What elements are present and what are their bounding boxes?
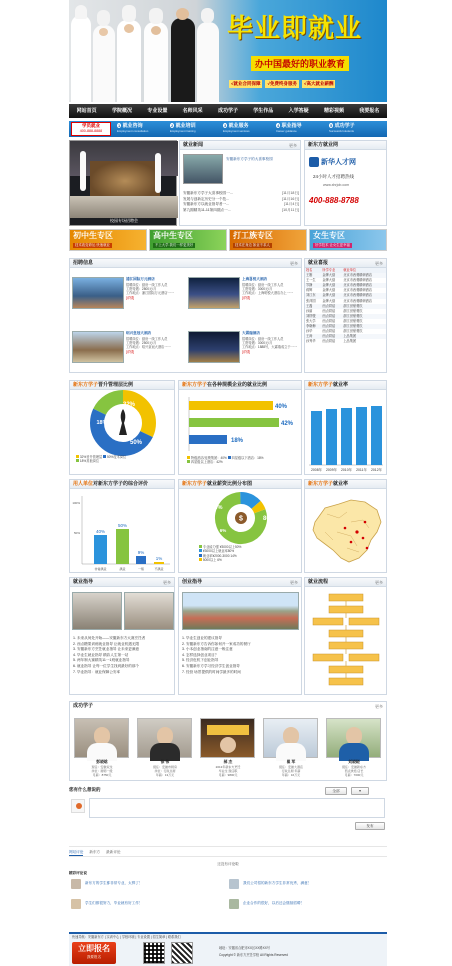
guide-photo[interactable] [124,592,174,630]
zone-worker-sub: 技术在身边 如业不求人 [235,243,270,247]
step-services[interactable] [221,122,273,136]
honor-more-link[interactable]: 更多 [375,261,383,266]
nav-about[interactable]: 学院概况 [111,108,132,114]
step-number: 3 [224,123,227,128]
alumni-desc: 现任：安徽市厨房 岗位：行政总厨 年薪：13万元 [152,765,177,777]
svg-text:100%: 100% [72,501,80,505]
table-cell: 北京市西餐精研酒店 [343,278,373,283]
nav-apply[interactable]: 我要报名 [359,108,380,114]
news-item[interactable]: [11月18日] 安徽新东方学子大喜事校园一... [183,191,299,195]
recruit-photo[interactable] [188,277,240,309]
svg-text:非常满意: 非常满意 [94,567,107,571]
pie2-title: 就业薪资比例分布图 [207,481,253,487]
zone-girls-sub: 好学技术 让女生更幸福 [315,243,350,247]
discuss-avatar [71,899,81,909]
discuss-item[interactable]: 我们公司招的新东方学生非常优秀，满意！ [243,881,312,885]
pie2-legend-1: 专业能力强 ¥3000以上50% [199,545,301,549]
alumni-desc: 现任：安徽双龙 岗位：厨师一级 月薪：8750元 [91,765,113,777]
zone-girls[interactable] [309,229,387,251]
flow-diagram [309,592,384,692]
zone-senior-sub: 不上大学 我们一样更美好 [155,243,194,247]
table-cell: 西点烘焙 [322,308,336,313]
table-cell: 蒋辉 [306,288,313,293]
career-item[interactable]: 7. 经营 场景提供的时间学最多的时间 [182,669,241,674]
pie2-panel [178,479,302,573]
pie1-title: 晋升管理层比例 [98,382,134,388]
table-cell: 金牌大厨 [321,283,342,288]
recruit-line: 工资待遇：2500元/月 [126,341,157,345]
step-number: 5 [330,123,333,128]
step-sub: Successful students [329,129,354,133]
table-cell: 北京市西餐精研酒店 [342,293,386,298]
guide-item[interactable]: 7. 毕业指导：就业保障公安率 [73,669,121,674]
guide-item[interactable]: 6. 就业指导 让每一位学生找到最好的那个 [73,663,140,668]
step-sub: Career guidance [276,129,297,133]
comment-submit-button[interactable]: 发布 [355,822,385,830]
honor-table [305,268,386,344]
step-label: 成功学子 [334,123,355,129]
steps-strip [69,121,387,137]
recruit-name[interactable]: 大霖瑞酒店 [242,331,260,335]
alumni-name: 郝 杰 [223,760,233,764]
banner-title: 毕业即就业 [227,13,363,43]
step-label: 就业培训 [175,123,196,129]
step-label: 就业服务 [228,123,249,129]
alumni-photo[interactable] [200,718,255,758]
table-cell: 孙秀华 [306,339,316,344]
table-cell: 浙江世豪餐饮 [342,304,386,309]
svg-text:18%: 18% [230,438,244,444]
bar3-chart [74,492,172,572]
recruit-name[interactable]: 浦江国际万元酒店 [126,277,155,281]
step-label: 就业咨询 [122,123,143,129]
zone-worker-title: 打工族专区 [233,231,273,240]
career-more-link[interactable]: 更多 [290,580,298,585]
table-cell: 金牌大厨 [321,293,342,298]
tab-school[interactable]: 新东方 [89,850,101,854]
recruit-detail-link[interactable]: [详情] [242,349,251,354]
guide-item[interactable]: 3. 安徽新东方烹饪就业指导 让未来更满意 [73,647,140,652]
user-avatar [71,799,85,813]
svg-text:2008年: 2008年 [311,468,322,472]
zone-junior[interactable] [69,229,147,251]
table-cell: 李晓梅 [305,324,321,329]
recruit-name[interactable]: 上海喜悦大酒店 [242,277,268,281]
alumni-photo[interactable] [326,718,381,758]
table-cell: 金牌大厨 [322,288,336,293]
table-cell: 北京市西餐精研酒店 [343,288,373,293]
nav-works[interactable]: 学生作品 [253,108,274,114]
recruit-line: 工资待遇：3000元/月 [242,287,273,291]
discuss-section-title: 精彩评论说 [69,871,87,875]
alumni-name: 徐 伟 [160,760,170,764]
zone-girls-title: 女生专区 [313,231,345,240]
news-panel [179,140,301,226]
zone-worker[interactable] [229,229,307,251]
svg-text:50%: 50% [129,440,143,446]
table-cell: 上品集团 [343,339,357,344]
news-more-link[interactable]: 更多 [289,143,297,148]
pie2-chart [201,492,281,544]
comment-section [69,786,387,834]
career-photo[interactable] [182,592,299,630]
discuss-item[interactable]: 企业合作的很好，以后还会继续招聘！ [243,901,305,905]
bar2-title: 就业率 [333,382,349,388]
table-cell: 北京市西餐精研酒店 [343,298,373,303]
news-title: 就业新闻 [183,142,204,148]
nav-videos[interactable]: 精彩视频 [323,108,344,114]
nav-alumni[interactable]: 成功学子 [217,108,238,114]
news-item[interactable]: [11月4日] 安徽新东方以就业指导者一... [183,202,299,207]
discuss-avatar [71,879,81,889]
recruit-name[interactable]: 绍兴皇冠大酒店 [126,331,152,335]
recruit-detail-link[interactable]: [详情] [126,295,135,300]
bar1-title: 在各种规模企业的就业比例 [207,382,268,388]
tab-site-comments[interactable]: 网站评论 [69,850,84,854]
bar1-legend-2: 四星级以上酒店：42% [187,460,299,464]
recruit-line: 工作地点：浦江国际万元酒店一一 [126,291,174,296]
nav-faq[interactable]: 入学答疑 [288,108,309,114]
map-title: 就业率 [333,481,349,487]
steps-badge-label: 学员就业 [82,123,100,128]
comment-title: 您有什么想说的 [69,787,101,792]
footer [69,932,387,966]
svg-text:$: $ [239,515,243,523]
career-item[interactable]: 3. 小本创业指南的注意一般注意 [182,647,233,652]
apply-sub: 我要报名 [86,955,102,959]
bar3-brand: 用人单位 [73,481,94,487]
alumni-desc: 现任：安徽新东方 西点烘焙 店长 月薪：7000元 [341,765,366,777]
guide-item[interactable]: 2. 西点糖果训练就业指导 让就业机遇无限 [73,641,140,646]
comment-all-button[interactable]: 全部 [325,787,347,795]
apply-label: 立即报名 [78,944,110,953]
bar1-brand: 新东方学子 [182,382,208,388]
banner-check-3: √高大就业薪酬 [303,81,334,86]
feature-caption: 校园专场招聘会 [110,218,138,223]
flow-title: 就业流程 [308,579,329,585]
news-item[interactable]: [10月11日] 第九期精英11-11第四期点一... [183,207,299,212]
recruit-detail-link[interactable]: [详情] [126,349,135,354]
career-panel [178,577,302,695]
discussion-section [69,846,387,926]
step-training[interactable] [168,122,220,136]
table-cell: 王刚 [305,273,321,278]
table-cell: 浙江世豪餐饮 [342,324,386,329]
recruit-photo[interactable] [72,331,124,363]
alumni-more-link[interactable]: 更多 [375,704,383,709]
recruit-line: 工资待遇：3000元/月 [242,341,273,345]
svg-text:满意: 满意 [119,567,126,571]
flow-panel [304,577,387,695]
discuss-avatar [229,879,239,889]
recruit-line: 招聘岗位：厨房一线工作人员 [242,336,284,341]
tab-latest[interactable]: 最新评论 [106,850,121,854]
pie1-legend-1: 32%晋升管理层 50%技术岗位 [76,455,172,459]
alumni-name: 彭晓晗 [96,760,108,764]
table-header: 姓名 所学专业 就业单位 [305,268,386,273]
bar2-chart [307,393,385,473]
svg-text:2012年: 2012年 [371,468,382,472]
jobnet-panel [304,140,387,226]
pie2-brand: 新东方学子 [182,481,208,487]
main-nav [69,104,387,118]
zone-senior-title: 高中生专区 [153,231,193,240]
table-cell: 孙华 [306,329,313,334]
banner-check-1: √就业合同保障 [231,81,261,86]
recruit-line: 招聘岗位：厨房一线工作人员 [126,336,168,341]
recruit-line: 工作地点：绍兴皇冠大酒店一一 [126,345,171,350]
recruit-line: 工作地点：1888号，大霖瑞成立于一一 [242,345,297,350]
svg-text:14%: 14% [211,505,223,511]
alumni-photo[interactable] [74,718,129,758]
guide-panel [69,577,175,695]
apply-button[interactable] [72,942,116,964]
news-thumb[interactable] [183,154,223,184]
step-sub: Employment consultation [117,129,149,133]
comment-share-button[interactable]: ▾ [351,787,369,795]
bar3-title: 对新东方学子的综合评价 [93,481,149,487]
zone-junior-title: 初中生专区 [73,231,113,240]
alumni-desc: 现任：安徽大酒店 行政总厨 年薪 年薪：16万元 [278,765,303,777]
alumni-name: 刘晓晓 [348,760,360,764]
table-row [305,339,386,344]
alumni-title: 成功学子 [73,703,94,709]
pie2-legend-2: ¥3000以上就业率80% [199,549,301,553]
svg-text:1%: 1% [155,556,163,561]
qr-code [143,942,165,964]
honor-panel [304,258,387,373]
svg-text:40%: 40% [274,404,288,410]
step-number: 2 [171,123,174,128]
footer-links[interactable]: 快速导航：安徽新东方 | 实训中心 | 学校环境 | 专业设置 | 招生简章 | 联系我们 [72,935,181,939]
recruit-more-link[interactable]: 更多 [290,261,298,266]
china-map [307,492,385,572]
chef-photo [69,0,219,102]
banner-subtitle: 办中国最好的职业教育 [251,56,349,71]
pie1-legend-2: 18%其他岗位 [76,459,172,463]
career-item[interactable]: 6. 安徽新东方学习经济学生创业指导 [182,663,240,668]
honor-title: 就业喜报 [308,260,329,266]
discuss-item[interactable]: 新东方的学生都非常专业，太棒了！ [85,881,143,885]
table-cell: 张大学 [306,318,316,323]
recruit-line: 工作地点：上海明悦大酒店办上一一 [242,291,293,296]
step-number: 4 [277,123,280,128]
pie2-legend-4: 5000以上 6% [199,558,301,562]
svg-text:一般: 一般 [137,567,145,571]
table-cell: 西点烘焙 [321,304,342,309]
guide-photo[interactable] [72,592,122,630]
steps-badge [71,122,111,136]
discuss-item[interactable]: 学生们都很努力，毕业就有好工作！ [85,901,143,905]
svg-text:80%: 80% [262,516,276,522]
recruit-photo[interactable] [72,277,124,309]
svg-text:32%: 32% [122,402,136,408]
zone-junior-sub: 技术改变命运 快速就业 [75,243,110,247]
alumni-photo[interactable] [137,718,192,758]
jobnet-slogan: 24小时人才招聘热线 [313,174,355,179]
career-item[interactable]: 2. 安徽新东方告诉你如何开一家成功的餐厅 [182,641,251,646]
bar1-chart [185,395,297,453]
step-guidance[interactable] [274,122,326,136]
flow-more-link[interactable]: 更多 [375,580,383,585]
news-headline[interactable]: 安徽新东方学子的大喜事校园 [226,157,273,161]
svg-text:50%: 50% [117,523,128,528]
nav-teachers[interactable]: 名师风采 [182,108,203,114]
qr-code [171,942,193,964]
guide-item[interactable]: 4. 毕业生就业指导 精彩人生第一站 [73,652,129,657]
discuss-avatar [229,899,239,909]
svg-text:9%: 9% [137,550,145,555]
bar1-legend-1: 特级酒店/连锁集团：40% 四星级以下酒店：18% [187,456,299,460]
table-cell: 西点烘焙 [321,314,342,319]
recruit-detail-link[interactable]: [详情] [242,295,251,300]
career-title: 创业指导 [182,579,203,585]
table-cell: 浙江世豪餐饮 [342,314,386,319]
banner-checks [229,80,387,88]
table-cell: 张萍国 [306,298,316,303]
pie2-legend-3: 就业率¥2000-3000 14% [199,554,301,558]
banner-check-2: √免费终身服务 [267,81,297,86]
table-cell: 金牌大厨 [322,278,336,283]
table-cell: 浙江世豪餐饮 [343,329,363,334]
alumni-photo[interactable] [263,718,318,758]
guide-item[interactable]: 5. 两年制大赛精英11一1班就业指导 [73,658,130,663]
jobnet-url[interactable]: www.xhrjob.com [323,183,350,187]
recruit-title: 招聘信息 [73,260,94,266]
svg-text:42%: 42% [280,421,294,427]
table-cell: 刘铁骏 [305,314,321,319]
table-cell: 西点烘焙 [322,318,336,323]
recruit-photo[interactable] [188,331,240,363]
recruit-line: 工资待遇：2800元/月 [126,287,157,291]
career-item[interactable]: 5. 经济危机下创业指导 [182,658,219,663]
bar1-panel [178,380,302,475]
banner [69,0,387,102]
alumni-desc: 2013年新东方烹饪 毕业生 现任职 月薪：9800元 [215,765,241,777]
bar2-brand: 新东方学子 [308,382,334,388]
guide-item[interactable]: 1. 未来从何处开始——安徽新东方大赛烹饪者 [73,636,146,640]
table-cell: 金牌大厨 [321,273,342,278]
recruit-panel [69,258,302,373]
step-label: 职业指导 [281,123,302,129]
svg-text:2010年: 2010年 [341,468,352,472]
svg-text:50%: 50% [73,531,80,535]
zone-senior[interactable] [149,229,227,251]
svg-text:6%: 6% [219,528,227,533]
discuss-empty-note: 还没有评论啦 [217,862,239,866]
table-cell: 北京市西餐精研酒店 [342,283,386,288]
table-cell: 西点烘焙 [322,329,336,334]
steps-badge-phone: 400-888-8888 [79,129,103,133]
jobnet-title: 新东方就业网 [308,142,339,148]
guide-more-link[interactable]: 更多 [163,580,171,585]
table-cell: 北京市西餐精研酒店 [342,273,386,278]
guide-title: 就业指导 [73,579,94,585]
table-cell: 王磊 [305,304,321,309]
alumni-name: 崔 军 [286,760,296,764]
table-cell: 西点烘焙 [322,339,336,344]
table-cell: 刘江东 [305,293,321,298]
table-cell: 上品集团 [342,334,386,339]
table-cell: 王涛 [305,334,321,339]
footer-copyright: Copyright © 新东方烹饪学校 All Rights Reserved [219,953,288,957]
nav-home[interactable]: 网站首页 [76,108,97,114]
bar3-panel [69,479,175,573]
step-number: 1 [118,123,121,128]
recruit-line: 招聘岗位：厨房一线工作人员 [242,282,284,287]
bar2-panel [304,380,387,475]
career-item[interactable]: 1. 毕业生创业的建议指导 [182,636,222,640]
pie1-chart [78,394,168,452]
table-cell: 金牌大厨 [322,298,336,303]
table-cell: 岑静 [305,283,321,288]
recruit-line: 招聘岗位：厨房一线工作人员 [126,282,168,287]
alumni-panel [69,701,387,781]
table-cell: 王一生 [306,278,316,283]
news-item[interactable]: [11月16日] 发展与创新定历史分一个技... [183,196,299,201]
step-sub: Employment training [170,129,196,133]
footer-address: 地址：安徽省合肥市XX区XX路XX号 [219,946,271,950]
step-consult[interactable] [115,122,167,136]
step-sub: Employment services [223,129,250,133]
jobnet-logo-icon [309,157,319,167]
feature-photo[interactable] [69,140,177,226]
step-success[interactable] [327,122,385,136]
map-panel [304,479,387,573]
table-cell: 浙江世豪餐饮 [343,308,363,313]
svg-text:不满意: 不满意 [154,567,164,571]
svg-text:40%: 40% [95,529,106,534]
table-cell: 孙丽 [306,308,313,313]
jobnet-brand: 新华人才网 [321,159,356,166]
comment-input[interactable] [89,798,385,818]
zones-row [69,229,387,251]
nav-majors[interactable]: 专业设置 [147,108,168,114]
pie1-brand: 新东方学子 [73,382,99,388]
svg-text:18%: 18% [96,420,108,426]
pie1-panel [69,380,175,475]
svg-text:2009年: 2009年 [326,468,337,472]
table-cell: 浙江世豪餐饮 [343,318,363,323]
career-item[interactable]: 4. 怎样选择创业项目？ [182,652,219,657]
jobnet-phone: 400-888-8788 [309,196,359,205]
svg-text:2011年: 2011年 [356,468,367,472]
table-cell: 西点烘焙 [321,334,342,339]
table-cell: 西点烘焙 [321,324,342,329]
map-brand: 新东方学子 [308,481,334,487]
